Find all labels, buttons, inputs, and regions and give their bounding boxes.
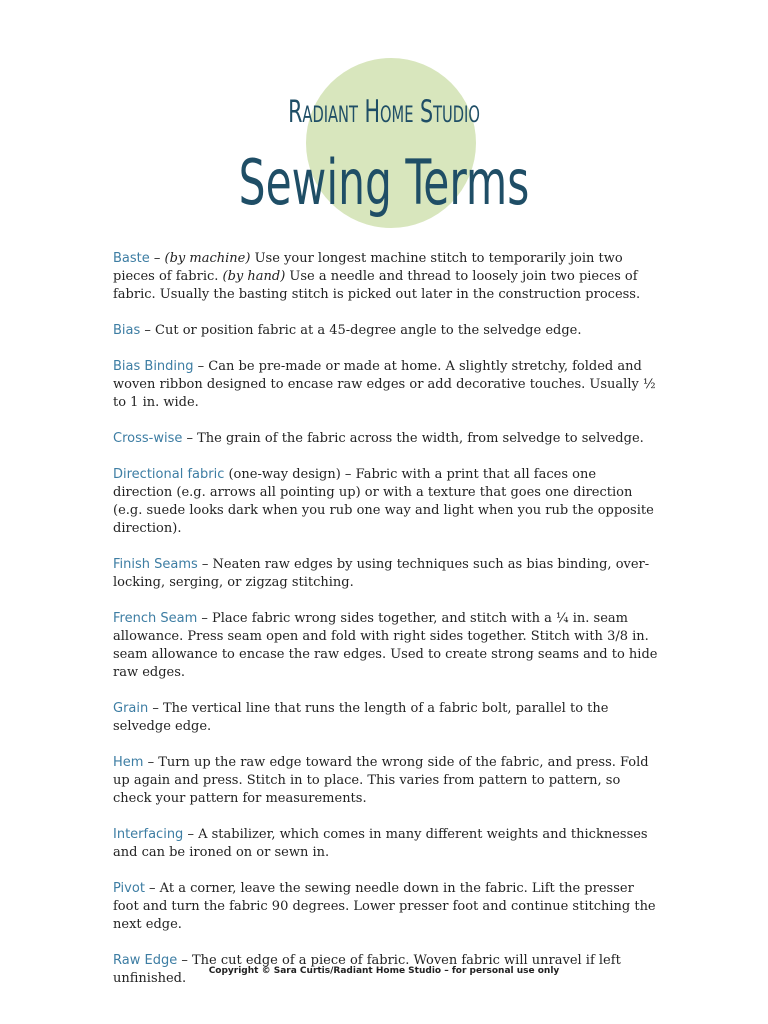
- term-definition: – The vertical line that runs the length of a fabric bolt, parallel to the selvedge edge.: [113, 701, 609, 734]
- term-definition: – Neaten raw edges by using techniques such as bias binding, over-locking, serging, or zigzag stitching.: [113, 557, 650, 590]
- term-definition: (one-way design) – Fabric with a print that all faces one direction (e.g. arrows all pointing up) or with a texture that goes one direction (e.g. suede looks dark when you rub one way and light when you rub the opposite direction).: [113, 467, 654, 536]
- studio-name: Radiant Home Studio: [288, 94, 480, 130]
- term-entry: [113, 556, 658, 592]
- term-name: Raw Edge: [113, 953, 178, 968]
- page-title: Sewing Terms: [238, 146, 530, 219]
- term-name: Hem: [113, 755, 144, 770]
- term-entry: [113, 700, 658, 736]
- term-entry: [113, 430, 658, 448]
- term-name: Bias Binding: [113, 359, 194, 374]
- term-entry: [113, 358, 658, 412]
- term-name: Baste: [113, 251, 150, 266]
- term-definition-italic: (by machine): [164, 251, 251, 266]
- copyright-footer: Copyright © Sara Curtis/Radiant Home Studio – for personal use only: [208, 966, 560, 976]
- term-name: Grain: [113, 701, 149, 716]
- term-definition: –: [149, 251, 165, 266]
- term-definition: – At a corner, leave the sewing needle down in the fabric. Lift the presser foot and turn the fabric 90 degrees. Lower presser foot and continue stitching the next edge.: [113, 881, 656, 932]
- term-name: Interfacing: [113, 827, 184, 842]
- term-entry: [113, 466, 658, 538]
- term-definition: – Cut or position fabric at a 45-degree angle to the selvedge edge.: [140, 323, 582, 338]
- term-name: Pivot: [113, 881, 145, 896]
- term-name: Directional fabric: [113, 467, 225, 482]
- term-entry: [113, 880, 658, 934]
- term-name: Finish Seams: [113, 557, 198, 572]
- term-name: French Seam: [113, 611, 198, 626]
- term-entry: [113, 250, 658, 304]
- term-definition: Use your longest machine stitch to temporarily join two pieces of fabric.: [113, 251, 623, 284]
- term-definition: – A stabilizer, which comes in many different weights and thicknesses and can be ironed on or sewn in.: [113, 827, 648, 860]
- term-definition: – The cut edge of a piece of fabric. Woven fabric will unravel if left unfinished.: [113, 953, 621, 986]
- term-entry: [113, 322, 658, 340]
- terms-list: [113, 250, 658, 1006]
- term-definition: – Turn up the raw edge toward the wrong side of the fabric, and press. Fold up again and press. Stitch in to place. This varies from pattern to pattern, so check your pattern for measurements.: [113, 755, 649, 806]
- page-header: [0, 0, 768, 240]
- term-definition: – Can be pre-made or made at home. A slightly stretchy, folded and woven ribbon designed to encase raw edges or add decorative touches. Usually ½ to 1 in. wide.: [113, 359, 656, 410]
- term-entry: [113, 610, 658, 682]
- term-entry: [113, 826, 658, 862]
- term-definition: – The grain of the fabric across the width, from selvedge to selvedge.: [182, 431, 644, 446]
- term-definition-italic: (by hand): [222, 269, 286, 284]
- term-name: Bias: [113, 323, 141, 338]
- term-definition: Use a needle and thread to loosely join two pieces of fabric. Usually the basting stitch is picked out later in the construction process.: [113, 269, 641, 302]
- term-definition: – Place fabric wrong sides together, and stitch with a ¼ in. seam allowance. Press seam open and fold with right sides together. Stitch with 3/8 in. seam allowance to encase the raw edges. Used to create strong seams and to hide raw edges.: [113, 611, 658, 680]
- term-entry: [113, 754, 658, 808]
- term-name: Cross-wise: [113, 431, 183, 446]
